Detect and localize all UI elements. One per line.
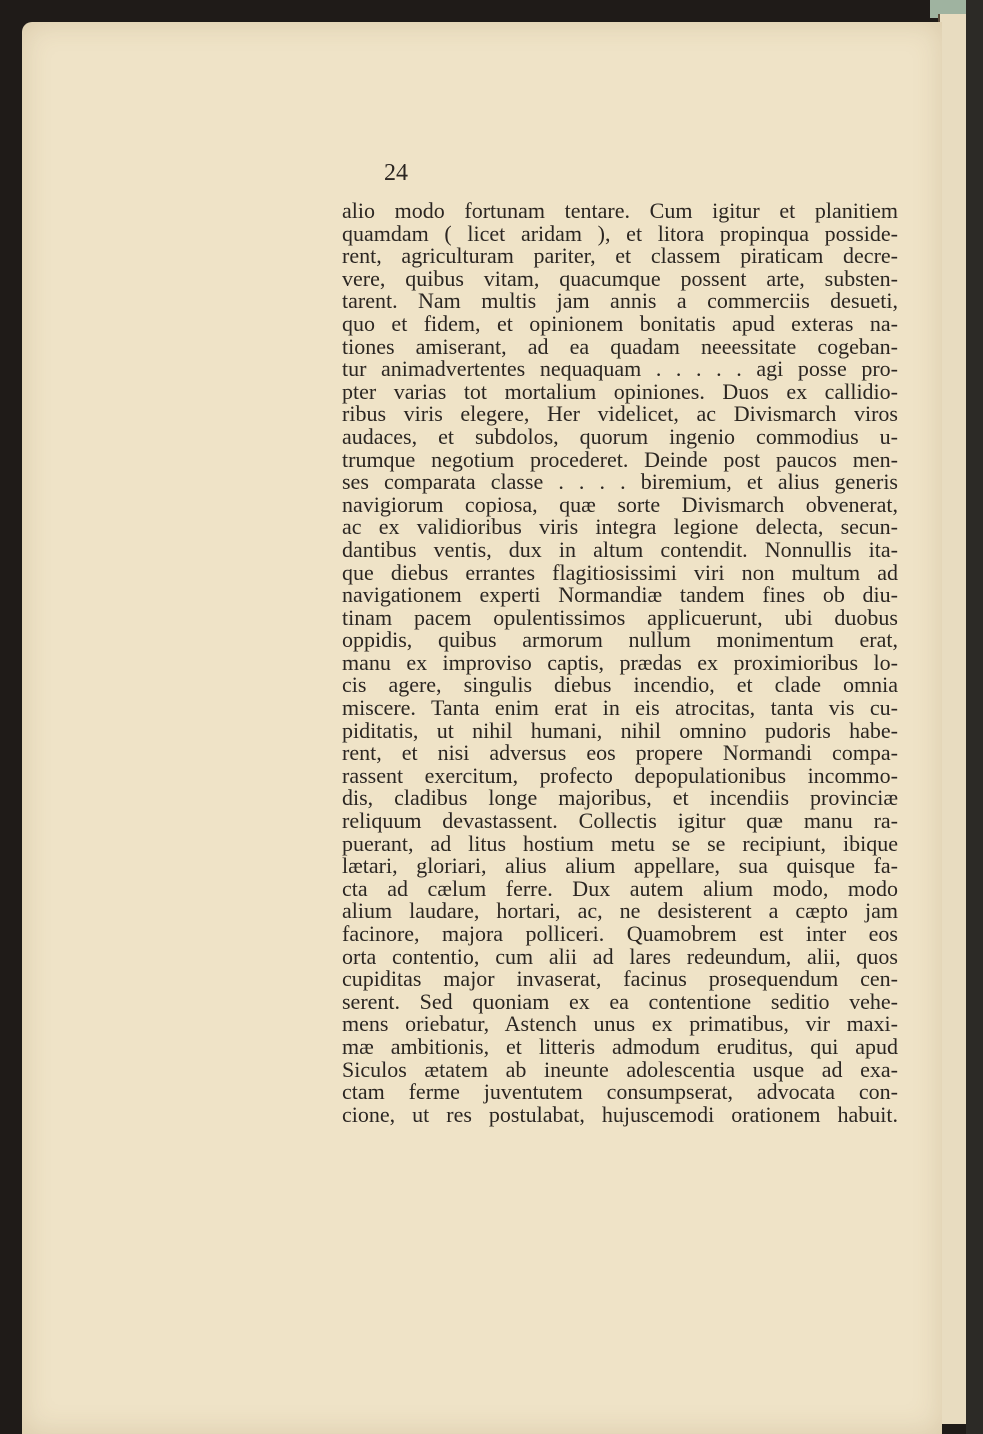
text-line: ctam ferme juventutem consumpserat, advocata con- bbox=[342, 1079, 898, 1105]
text-line: oppidis, quibus armorum nullum monimentum erat, bbox=[342, 627, 898, 653]
text-line: que diebus errantes flagitiosissimi viri non multum ad bbox=[342, 559, 898, 585]
text-line: vere, quibus vitam, quacumque possent arte, substen- bbox=[342, 265, 898, 291]
text-line: tur animadvertentes nequaquam . . . . . agi posse pro- bbox=[342, 356, 898, 382]
text-line: ac ex validioribus viris integra legione delecta, secun- bbox=[342, 514, 898, 540]
text-line: mæ ambitionis, et litteris admodum eruditus, qui apud bbox=[342, 1033, 898, 1059]
text-line: cta ad cælum ferre. Dux autem alium modo, modo bbox=[342, 875, 898, 901]
text-line: orta contentio, cum alii ad lares redeundum, alii, quos bbox=[342, 943, 898, 969]
page-number: 24 bbox=[384, 160, 408, 186]
body-text bbox=[342, 200, 898, 1126]
text-line: ses comparata classe . . . . biremium, et alius generis bbox=[342, 469, 898, 495]
text-line: tinam pacem opulentissimos applicuerunt, ubi duobus bbox=[342, 604, 898, 630]
text-line: pter varias tot mortalium opiniones. Duos ex callidio- bbox=[342, 378, 898, 404]
text-line: cupiditas major invaserat, facinus prosequendum cen- bbox=[342, 966, 898, 992]
binding-strip bbox=[966, 0, 983, 1434]
text-line: trumque negotium procederet. Deinde post paucos men- bbox=[342, 446, 898, 472]
text-line: mens oriebatur, Astench unus ex primatibus, vir maxi- bbox=[342, 1011, 898, 1037]
text-line: navigiorum copiosa, quæ sorte Divismarch obvenerat, bbox=[342, 491, 898, 517]
text-line: dantibus ventis, dux in altum contendit. Nonnullis ita- bbox=[342, 536, 898, 562]
text-line: puerant, ad litus hostium metu se se recipiunt, ibique bbox=[342, 830, 898, 856]
text-line: cione, ut res postulabat, hujuscemodi orationem habuit. bbox=[342, 1101, 898, 1127]
text-line: quo et fidem, et opinionem bonitatis apud exteras na- bbox=[342, 310, 898, 336]
facing-page-edge bbox=[938, 14, 968, 1424]
text-line: miscere. Tanta enim erat in eis atrocitas, tanta vis cu- bbox=[342, 695, 898, 721]
text-line: manu ex improviso captis, prædas ex proximioribus lo- bbox=[342, 649, 898, 675]
text-line: rent, agriculturam pariter, et classem piraticam decre- bbox=[342, 243, 898, 269]
text-line: reliquum devastassent. Collectis igitur quæ manu ra- bbox=[342, 808, 898, 834]
text-line: rent, et nisi adversus eos propere Normandi compa- bbox=[342, 740, 898, 766]
text-line: audaces, et subdolos, quorum ingenio commodius u- bbox=[342, 423, 898, 449]
text-line: Siculos ætatem ab ineunte adolescentia usque ad exa- bbox=[342, 1056, 898, 1082]
text-line: ribus viris elegere, Her videlicet, ac Divismarch viros bbox=[342, 401, 898, 427]
text-line: tiones amiserant, ad ea quadam neeessitate cogeban- bbox=[342, 333, 898, 359]
text-line: facinore, majora polliceri. Quamobrem est inter eos bbox=[342, 921, 898, 946]
text-line: serent. Sed quoniam ex ea contentione seditio vehe- bbox=[342, 988, 898, 1014]
text-line: dis, cladibus longe majoribus, et incendiis provinciæ bbox=[342, 785, 898, 811]
text-line: navigationem experti Normandiæ tandem fines ob diu- bbox=[342, 582, 898, 608]
text-line: rassent exercitum, profecto depopulationibus incommo- bbox=[342, 762, 898, 788]
text-line: cis agere, singulis diebus incendio, et clade omnia bbox=[342, 672, 898, 698]
text-line: alio modo fortunam tentare. Cum igitur et planitiem bbox=[342, 198, 898, 223]
text-line: lætari, gloriari, alius alium appellare, sua quisque fa- bbox=[342, 853, 898, 879]
text-line: alium laudare, hortari, ac, ne desisterent a cæpto jam bbox=[342, 898, 898, 924]
text-line: quamdam ( licet aridam ), et litora propinqua posside- bbox=[342, 220, 898, 246]
text-line: tarent. Nam multis jam annis a commerciis desueti, bbox=[342, 288, 898, 314]
text-line: piditatis, ut nihil humani, nihil omnino pudoris habe- bbox=[342, 717, 898, 743]
